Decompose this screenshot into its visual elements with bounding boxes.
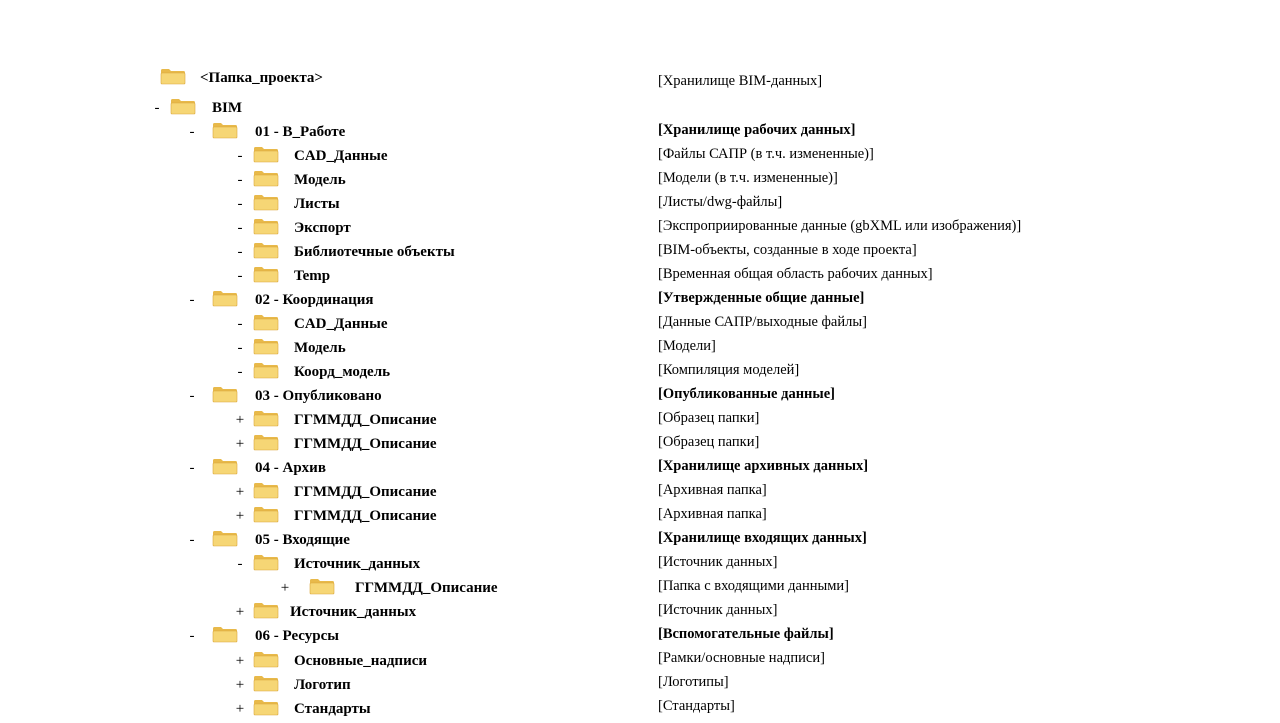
- folder-name[interactable]: Экспорт: [294, 220, 351, 236]
- tree-row[interactable]: [0, 122, 1280, 146]
- expand-toggle[interactable]: +: [235, 484, 245, 500]
- tree-row[interactable]: [0, 506, 1280, 530]
- tree-row[interactable]: [0, 554, 1280, 578]
- folder-icon: [212, 122, 238, 139]
- folder-name[interactable]: ГГММДД_Описание: [294, 508, 437, 524]
- folder-icon: [253, 194, 279, 211]
- folder-name[interactable]: 02 - Координация: [255, 292, 374, 308]
- folder-description: [Опубликованные данные]: [658, 386, 836, 402]
- folder-icon: [253, 338, 279, 355]
- tree-row[interactable]: [0, 434, 1280, 458]
- folder-icon: [212, 530, 238, 547]
- folder-description: [Хранилище архивных данных]: [658, 458, 869, 474]
- folder-description: [Образец папки]: [658, 434, 760, 450]
- folder-name[interactable]: CAD_Данные: [294, 316, 388, 332]
- folder-description: [Логотипы]: [658, 674, 729, 690]
- expand-toggle[interactable]: +: [235, 412, 245, 428]
- folder-name[interactable]: CAD_Данные: [294, 148, 388, 164]
- collapse-toggle[interactable]: -: [237, 556, 243, 572]
- folder-icon: [253, 242, 279, 259]
- expand-toggle[interactable]: +: [235, 508, 245, 524]
- expand-toggle[interactable]: +: [235, 604, 245, 620]
- folder-icon: [170, 98, 196, 115]
- folder-description: [Модели (в т.ч. измененные)]: [658, 170, 838, 186]
- folder-description: [BIM-объекты, созданные в ходе проекта]: [658, 242, 917, 258]
- collapse-toggle[interactable]: -: [189, 124, 195, 140]
- folder-description: [Папка с входящими данными]: [658, 578, 849, 594]
- expand-toggle[interactable]: +: [235, 701, 245, 717]
- folder-name[interactable]: 03 - Опубликовано: [255, 388, 382, 404]
- tree-row[interactable]: [0, 410, 1280, 434]
- collapse-toggle[interactable]: -: [237, 220, 243, 236]
- tree-row[interactable]: [0, 482, 1280, 506]
- folder-name[interactable]: Источник_данных: [290, 604, 417, 620]
- folder-description: [Компиляция моделей]: [658, 362, 800, 378]
- folder-name[interactable]: Temp: [294, 268, 331, 284]
- folder-name[interactable]: 04 - Архив: [255, 460, 326, 476]
- folder-description: [Хранилище BIM-данных]: [658, 73, 823, 89]
- folder-description: [Экспроприированные данные (gbXML или изображения)]: [658, 218, 1022, 234]
- collapse-toggle[interactable]: -: [237, 148, 243, 164]
- collapse-toggle[interactable]: -: [237, 316, 243, 332]
- expand-toggle[interactable]: +: [280, 580, 290, 596]
- folder-description: [Архивная папка]: [658, 482, 767, 498]
- tree-row[interactable]: [0, 146, 1280, 170]
- folder-name[interactable]: ГГММДД_Описание: [355, 580, 498, 596]
- folder-description: [Файлы САПР (в т.ч. измененные)]: [658, 146, 874, 162]
- folder-description: [Хранилище входящих данных]: [658, 530, 867, 546]
- folder-name[interactable]: Стандарты: [294, 701, 371, 717]
- folder-icon: [212, 458, 238, 475]
- tree-row[interactable]: [0, 68, 1280, 92]
- folder-icon: [253, 482, 279, 499]
- collapse-toggle[interactable]: -: [189, 388, 195, 404]
- collapse-toggle[interactable]: -: [237, 268, 243, 284]
- collapse-toggle[interactable]: -: [237, 364, 243, 380]
- folder-name[interactable]: Модель: [294, 172, 346, 188]
- folder-name[interactable]: Листы: [294, 196, 340, 212]
- folder-icon: [160, 68, 186, 85]
- collapse-toggle[interactable]: -: [237, 244, 243, 260]
- tree-row[interactable]: [0, 675, 1280, 699]
- folder-description: [Листы/dwg-файлы]: [658, 194, 783, 210]
- folder-name[interactable]: ГГММДД_Описание: [294, 484, 437, 500]
- tree-row[interactable]: [0, 458, 1280, 482]
- collapse-toggle[interactable]: -: [237, 196, 243, 212]
- tree-row[interactable]: [0, 602, 1280, 626]
- expand-toggle[interactable]: +: [235, 677, 245, 693]
- tree-row[interactable]: [0, 338, 1280, 362]
- folder-name[interactable]: ГГММДД_Описание: [294, 436, 437, 452]
- expand-toggle[interactable]: +: [235, 653, 245, 669]
- tree-row[interactable]: [0, 386, 1280, 410]
- folder-description: [Данные САПР/выходные файлы]: [658, 314, 867, 330]
- tree-row[interactable]: [0, 218, 1280, 242]
- tree-row[interactable]: [0, 530, 1280, 554]
- folder-icon: [253, 434, 279, 451]
- folder-name[interactable]: Логотип: [294, 677, 351, 693]
- tree-row[interactable]: [0, 699, 1280, 723]
- collapse-toggle[interactable]: -: [237, 340, 243, 356]
- folder-icon: [253, 146, 279, 163]
- folder-icon: [253, 699, 279, 716]
- folder-icon: [253, 218, 279, 235]
- folder-name[interactable]: Модель: [294, 340, 346, 356]
- tree-row[interactable]: [0, 362, 1280, 386]
- folder-description: [Архивная папка]: [658, 506, 767, 522]
- tree-row[interactable]: [0, 578, 1280, 602]
- tree-row[interactable]: [0, 290, 1280, 314]
- folder-description: [Вспомогательные файлы]: [658, 626, 834, 642]
- folder-name[interactable]: BIM: [212, 100, 242, 116]
- folder-icon: [253, 266, 279, 283]
- tree-row[interactable]: [0, 626, 1280, 650]
- folder-icon: [253, 506, 279, 523]
- folder-icon: [253, 651, 279, 668]
- folder-description: [Источник данных]: [658, 602, 778, 618]
- folder-icon: [253, 170, 279, 187]
- collapse-toggle[interactable]: -: [189, 532, 195, 548]
- folder-description: [Образец папки]: [658, 410, 760, 426]
- folder-name[interactable]: Источник_данных: [294, 556, 421, 572]
- folder-description: [Хранилище рабочих данных]: [658, 122, 856, 138]
- tree-row[interactable]: [0, 651, 1280, 675]
- folder-name[interactable]: Коорд_модель: [294, 364, 391, 380]
- collapse-toggle[interactable]: -: [189, 628, 195, 644]
- tree-row[interactable]: [0, 242, 1280, 266]
- folder-name[interactable]: Основные_надписи: [294, 653, 428, 669]
- collapse-toggle[interactable]: -: [189, 292, 195, 308]
- tree-row[interactable]: [0, 194, 1280, 218]
- folder-name[interactable]: 05 - Входящие: [255, 532, 350, 548]
- collapse-toggle[interactable]: -: [154, 100, 160, 116]
- folder-icon: [253, 362, 279, 379]
- folder-icon: [253, 675, 279, 692]
- folder-icon: [212, 290, 238, 307]
- expand-toggle[interactable]: +: [235, 436, 245, 452]
- folder-name[interactable]: ГГММДД_Описание: [294, 412, 437, 428]
- folder-name[interactable]: Библиотечные объекты: [294, 244, 455, 260]
- folder-icon: [253, 410, 279, 427]
- folder-description: [Модели]: [658, 338, 716, 354]
- folder-name[interactable]: 01 - В_Работе: [255, 124, 346, 140]
- folder-icon: [212, 626, 238, 643]
- folder-description: [Источник данных]: [658, 554, 778, 570]
- tree-row[interactable]: [0, 314, 1280, 338]
- folder-icon: [253, 602, 279, 619]
- folder-icon: [253, 554, 279, 571]
- folder-name[interactable]: <Папка_проекта>: [200, 70, 323, 86]
- folder-name[interactable]: 06 - Ресурсы: [255, 628, 339, 644]
- folder-description: [Утвержденные общие данные]: [658, 290, 865, 306]
- folder-icon: [212, 386, 238, 403]
- tree-row[interactable]: [0, 266, 1280, 290]
- tree-row[interactable]: [0, 98, 1280, 122]
- folder-icon: [309, 578, 335, 595]
- tree-row[interactable]: [0, 170, 1280, 194]
- collapse-toggle[interactable]: -: [189, 460, 195, 476]
- collapse-toggle[interactable]: -: [237, 172, 243, 188]
- folder-icon: [253, 314, 279, 331]
- folder-description: [Временная общая область рабочих данных]: [658, 266, 933, 282]
- folder-description: [Рамки/основные надписи]: [658, 650, 825, 666]
- folder-description: [Стандарты]: [658, 698, 735, 714]
